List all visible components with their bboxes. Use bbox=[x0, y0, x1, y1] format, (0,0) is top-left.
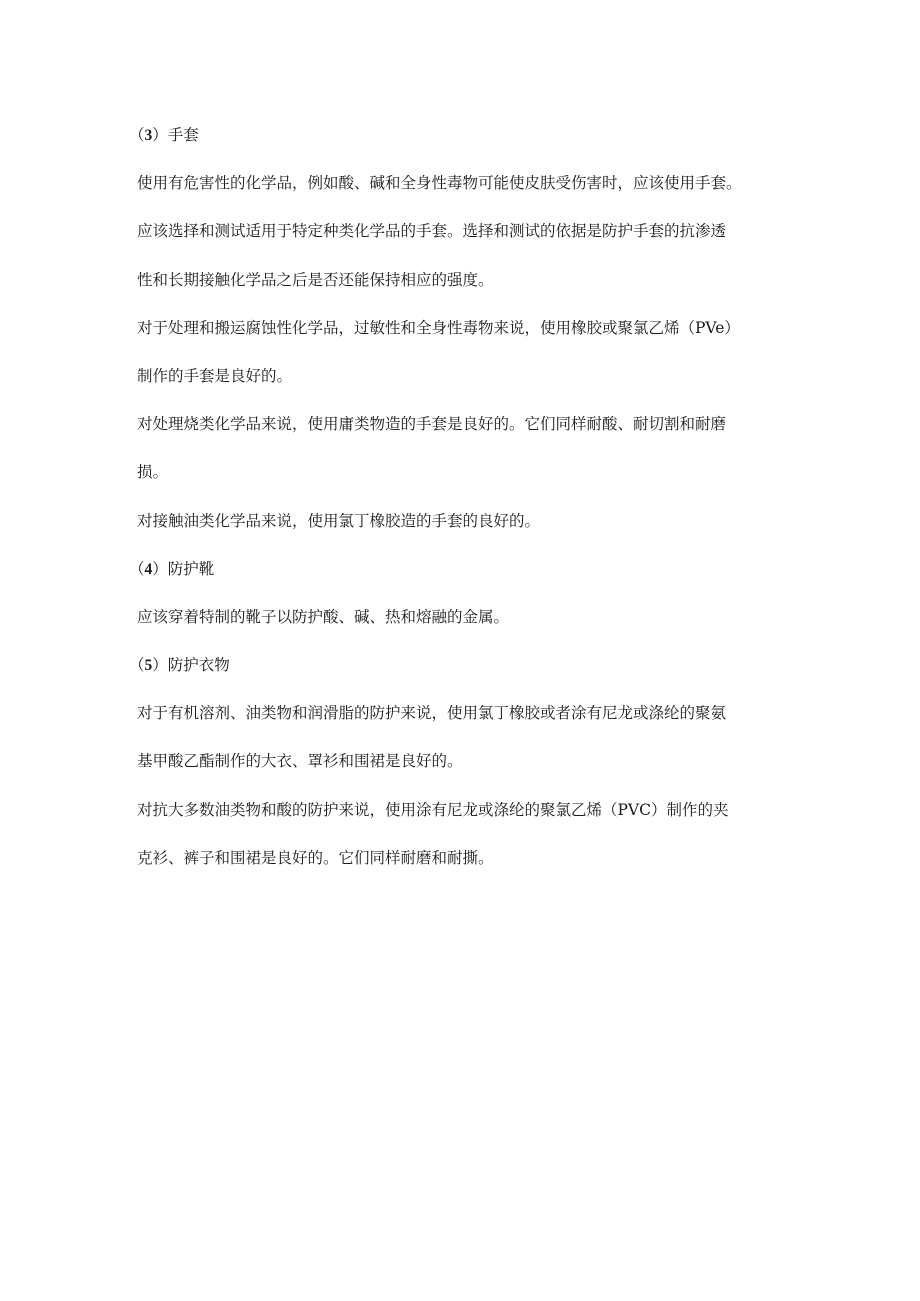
section-title: 防护衣物 bbox=[167, 656, 230, 675]
paragraph-line: 克衫、裤子和围裙是良好的。它们同样耐磨和耐撕。 bbox=[137, 848, 494, 867]
section-number: 5 bbox=[144, 657, 153, 675]
paragraph-line: 对抗大多数油类物和酸的防护来说，使用涂有尼龙或涤纶的聚氯乙烯（PVC）制作的夹 bbox=[137, 800, 729, 819]
paragraph-line: 使用有危害性的化学品，例如酸、碱和全身性毒物可能使皮肤受伤害时，应该使用手套。 bbox=[137, 174, 742, 193]
paragraph-line: 对于处理和搬运腐蚀性化学品，过敏性和全身性毒物来说，使用橡胶或聚氯乙烯（PVe） bbox=[137, 318, 740, 337]
section-heading-boots: （4）防护靴 bbox=[129, 559, 215, 578]
paragraph-line: 对处理烧类化学品来说，使用庸类物造的手套是良好的。它们同样耐酸、耐切割和耐磨 bbox=[137, 415, 727, 434]
section-title: 防护靴 bbox=[167, 559, 215, 578]
paragraph-line: 应该穿着特制的靴子以防护酸、碱、热和熔融的金属。 bbox=[137, 607, 510, 626]
section-number: 3 bbox=[144, 127, 153, 144]
section-title: 手套 bbox=[167, 126, 199, 144]
document-body bbox=[129, 120, 817, 891]
section-heading-clothing: （5）防护衣物 bbox=[129, 656, 230, 675]
paragraph-line: 损。 bbox=[137, 463, 169, 482]
paragraph-line: 对接触油类化学品来说，使用氯丁橡胶造的手套的良好的。 bbox=[137, 511, 541, 530]
section-number: 4 bbox=[144, 560, 153, 578]
section-heading-gloves: （3）手套 bbox=[129, 126, 199, 144]
paragraph-line: 性和长期接触化学品之后是否还能保持相应的强度。 bbox=[137, 270, 494, 289]
paragraph-line: 基甲酸乙酯制作的大衣、罩衫和围裙是良好的。 bbox=[137, 752, 463, 771]
paragraph-line: 对于有机溶剂、油类物和润滑脂的防护来说，使用氯丁橡胶或者涂有尼龙或涤纶的聚氨 bbox=[137, 704, 727, 723]
paragraph-line: 应该选择和测试适用于特定种类化学品的手套。选择和测试的依据是防护手套的抗渗透 bbox=[137, 222, 727, 241]
paragraph-line: 制作的手套是良好的。 bbox=[137, 366, 293, 385]
